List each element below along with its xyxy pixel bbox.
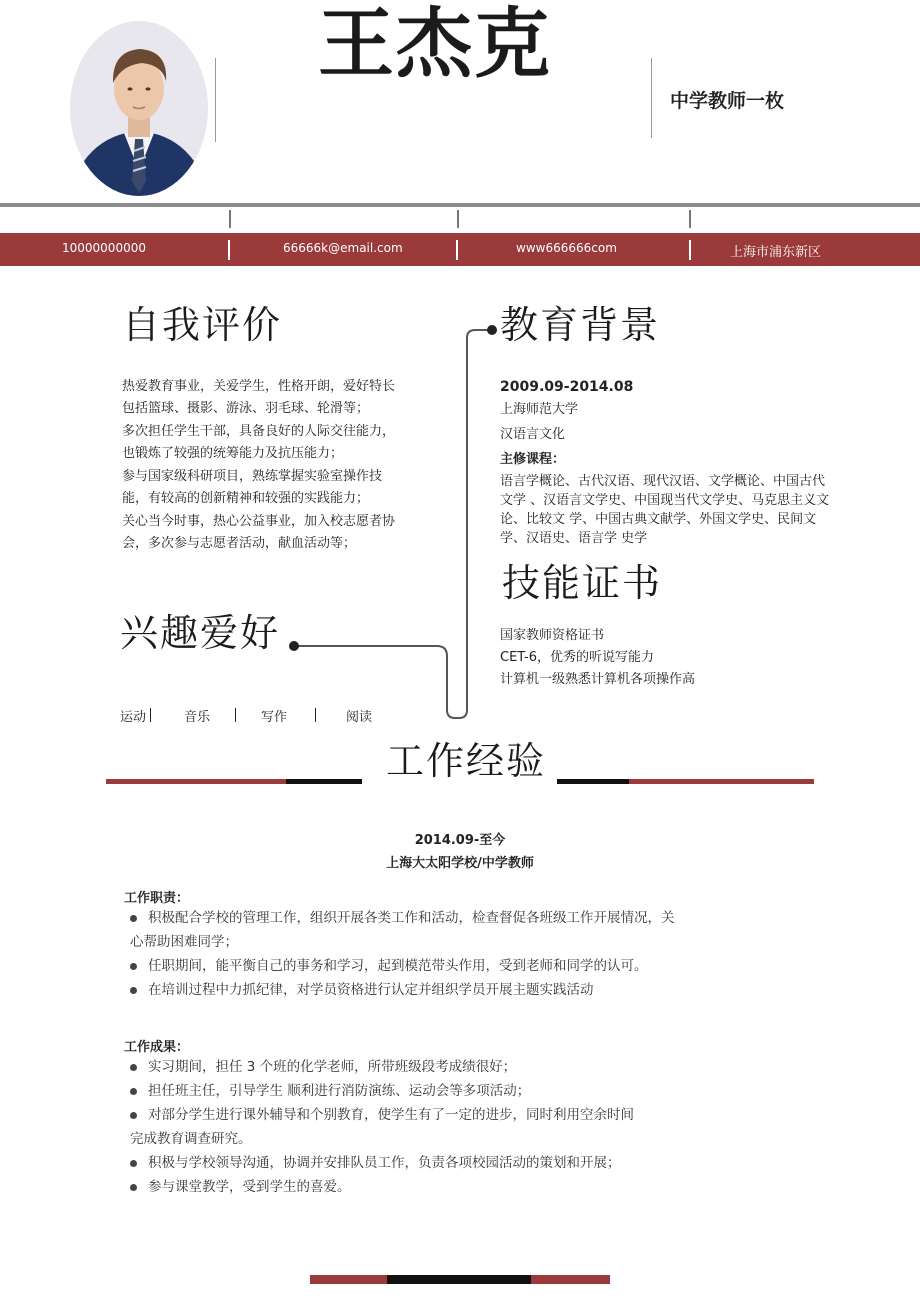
- work-company: 上海大太阳学校/中学教师: [386, 856, 534, 871]
- rule-tick: [229, 210, 231, 228]
- contact-separator: [228, 240, 230, 260]
- list-item: 积极配合学校的管理工作，组织开展各类工作和活动，检查督促各班级工作开展情况，关: [130, 906, 690, 930]
- header-rule: [0, 203, 920, 207]
- list-item: 在培训过程中力抓纪律，对学员资格进行认定并组织学员开展主题实践活动: [130, 978, 690, 1002]
- list-item: 心帮助困难同学；: [130, 934, 238, 950]
- self-evaluation-paragraph: 热爱教育事业，关爱学生，性格开朗，爱好特长包括篮球、摄影、游泳、羽毛球、轮滑等；: [122, 379, 396, 416]
- skill-item: 计算机一级熟悉计算机各项操作高: [500, 672, 696, 687]
- footer-bar: [387, 1275, 531, 1284]
- hobbies-title: 兴趣爱好: [120, 611, 281, 655]
- contact-bar: [0, 233, 920, 266]
- divider-bar: [286, 779, 362, 784]
- hobby-separator: [315, 708, 316, 722]
- candidate-role: 中学教师一枚: [670, 90, 785, 112]
- header-divider: [651, 58, 652, 138]
- skills-list: [500, 625, 800, 691]
- list-item: 担任班主任，引导学生 顺利进行消防演练、运动会等多项活动；: [130, 1079, 690, 1103]
- contact-separator: [456, 240, 458, 260]
- header-divider: [215, 58, 216, 142]
- contact-location: 上海市浦东新区: [730, 245, 822, 260]
- education-major: 汉语言文化: [500, 427, 566, 442]
- skills-title: 技能证书: [502, 561, 663, 605]
- footer-bar: [310, 1275, 387, 1284]
- education-content: [500, 376, 830, 549]
- self-evaluation-text: [122, 376, 402, 556]
- candidate-name: 王杰克: [318, 0, 552, 88]
- divider-bar: [557, 779, 629, 784]
- self-evaluation-paragraph: 多次担任学生干部，具备良好的人际交往能力，也锻炼了较强的统筹能力及抗压能力；: [122, 424, 396, 461]
- list-item: 实习期间，担任 3 个班的化学老师，所带班级段考成绩很好；: [130, 1055, 690, 1079]
- rule-tick: [689, 210, 691, 228]
- hobby-separator: [235, 708, 236, 722]
- education-title: 教育背景: [500, 303, 661, 347]
- list-item: 对部分学生进行课外辅导和个别教育，使学生有了一定的进步，同时利用空余时间: [130, 1103, 690, 1127]
- work-title: 工作经验: [386, 739, 547, 783]
- education-period: 2009.09-2014.08: [500, 379, 634, 395]
- contact-phone: 10000000000: [62, 241, 146, 255]
- contact-email: 66666k@email.com: [283, 241, 403, 255]
- education-courses-label: 主修课程：: [500, 452, 566, 467]
- education-school: 上海师范大学: [500, 402, 579, 417]
- hobby-item: 音乐: [184, 710, 211, 725]
- contact-website: www666666com: [516, 241, 617, 255]
- rule-tick: [457, 210, 459, 228]
- results-list: [130, 1055, 690, 1199]
- hobby-item: 运动: [120, 710, 147, 725]
- work-period: 2014.09-至今: [414, 833, 506, 848]
- self-evaluation-paragraph: 参与国家级科研项目，熟练掌握实验室操作技能，有较高的创新精神和较强的实践能力；: [122, 469, 383, 506]
- hobbies-row: [120, 706, 400, 726]
- divider-bar: [629, 779, 814, 784]
- list-item: 任职期间，能平衡自己的事务和学习，起到模范带头作用，受到老师和同学的认可。: [130, 954, 690, 978]
- results-label: 工作成果：: [124, 1040, 190, 1055]
- list-item: 积极与学校领导沟通，协调并安排队员工作，负责各项校园活动的策划和开展；: [130, 1151, 690, 1175]
- self-evaluation-title: 自我评价: [122, 303, 283, 347]
- duties-label: 工作职责：: [124, 891, 190, 906]
- hobby-item: 阅读: [346, 710, 373, 725]
- hobby-item: 写作: [261, 710, 288, 725]
- contact-separator: [689, 240, 691, 260]
- list-item: 参与课堂教学，受到学生的喜爱。: [130, 1175, 690, 1199]
- skill-item: 国家教师资格证书: [500, 628, 605, 643]
- duties-list: [130, 906, 690, 1002]
- hobby-separator: [150, 708, 151, 722]
- skill-item: CET-6，优秀的听说写能力: [500, 650, 655, 665]
- education-courses: 语言学概论、古代汉语、现代汉语、文学概论、中国古代文学 、汉语言文学史、中国现当代文学史、马克思主义文论、比较文 学、中国古典文献学、外国文学史、民间文学、汉语史、语言学 史学: [500, 474, 830, 546]
- self-evaluation-paragraph: 关心当今时事，热心公益事业，加入校志愿者协会，多次参与志愿者活动，献血活动等；: [122, 514, 396, 551]
- list-item: 完成教育调查研究。: [130, 1131, 252, 1147]
- divider-bar: [106, 779, 286, 784]
- person-portrait-icon: [70, 21, 208, 196]
- profile-photo: [70, 21, 208, 196]
- footer-bar: [531, 1275, 610, 1284]
